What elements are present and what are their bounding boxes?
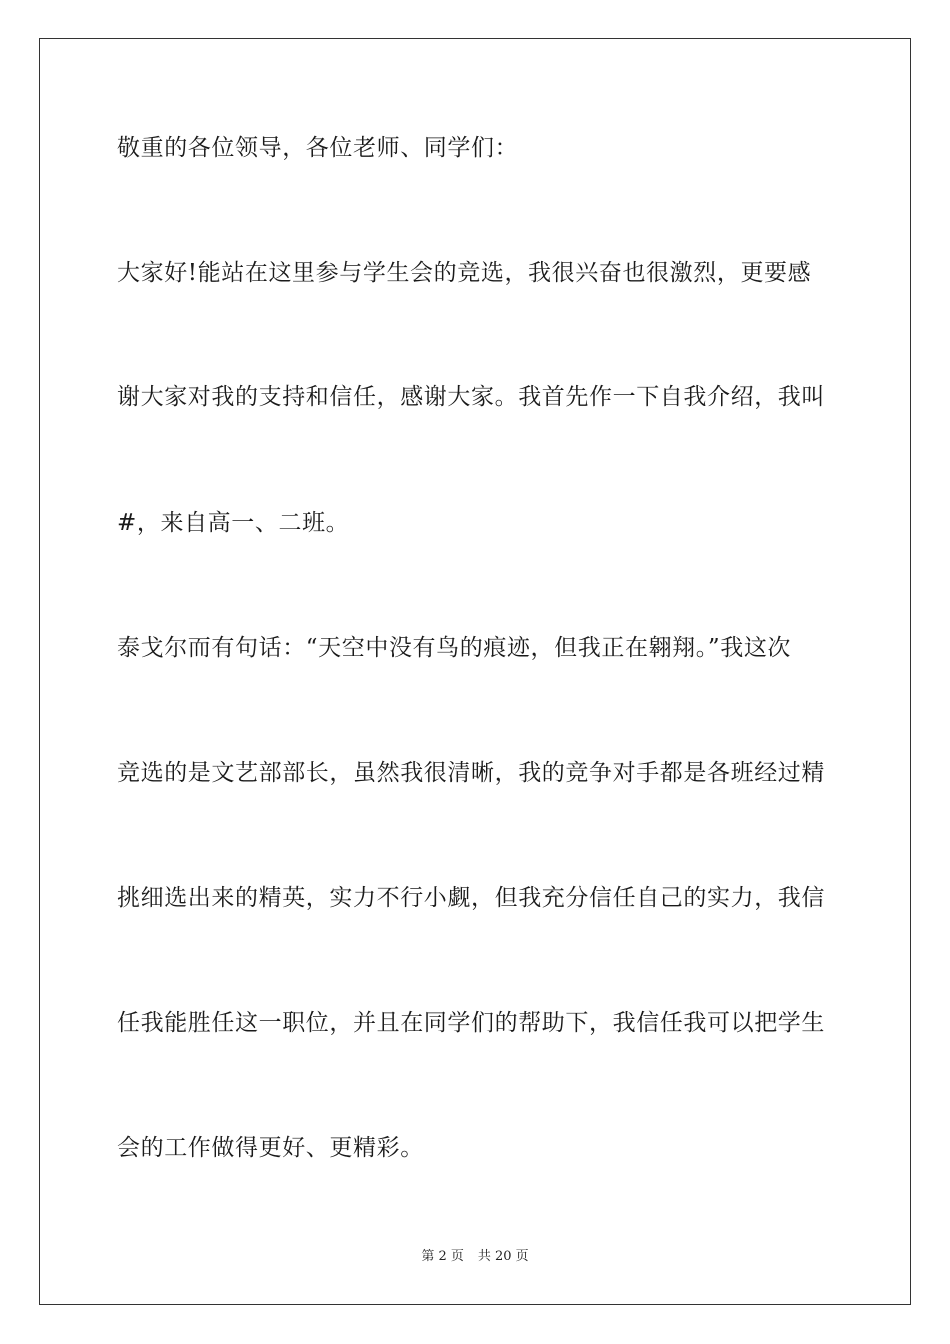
body-line-4: 泰戈尔而有句话：“天空中没有鸟的痕迹，但我正在翱翔。”我这次: [117, 635, 792, 661]
body-line-7: 任我能胜任这一职位，并且在同学们的帮助下，我信任我可以把学生: [117, 1010, 825, 1036]
page-frame: [39, 38, 911, 1305]
page-number: 第 2 页: [421, 1249, 464, 1264]
body-line-2: 谢大家对我的支持和信任，感谢大家。我首先作一下自我介绍，我叫: [117, 384, 825, 410]
page-total: 共 20 页: [477, 1249, 529, 1264]
body-line-6: 挑细选出来的精英，实力不行小觑，但我充分信任自己的实力，我信: [117, 885, 825, 911]
body-line-1: 大家好!能站在这里参与学生会的竞选，我很兴奋也很激烈，更要感: [117, 260, 812, 286]
greeting-line: 敬重的各位领导，各位老师、同学们：: [117, 135, 519, 161]
page-footer: [0, 1248, 950, 1266]
body-line-3: #，来自高一、二班。: [117, 510, 350, 536]
body-line-8: 会的工作做得更好、更精彩。: [117, 1135, 424, 1161]
body-line-5: 竞选的是文艺部部长，虽然我很清晰，我的竞争对手都是各班经过精: [117, 760, 825, 786]
